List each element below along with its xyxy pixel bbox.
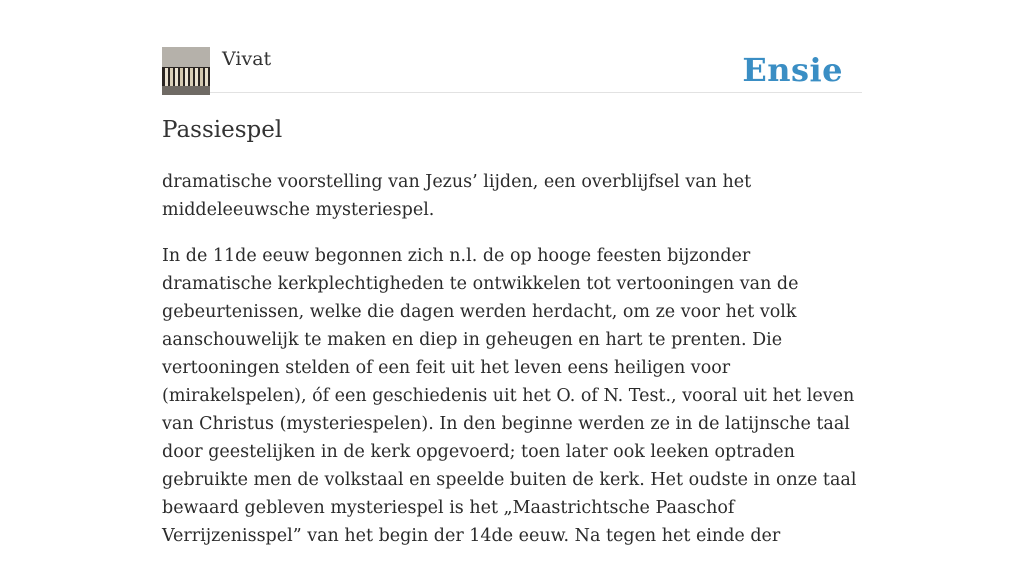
header — [162, 46, 862, 93]
page — [162, 0, 862, 546]
body-paragraph: In de 11de eeuw begonnen zich n.l. de op hooge feesten bijzonder dramatische kerkplechtigheden te ontwikkelen tot vertooningen van de gebeurtenissen, welke die dagen werden herdacht, om ze voor het volk aanschouwelijk te maken en diep in geheugen en hart te prenten. Die vertooningen stelden of een feit uit het leven eens heiligen voor (mirakelspelen), óf een geschiedenis uit het O. of N. Test., vooral uit het leven van Christus (mysteriespelen). In den beginne werden ze in de latijnsche taal door geestelijken in de kerk opgevoerd; toen later ook leeken optraden gebruikte men de volkstaal en speelde buiten de kerk. Het oudste in onze taal bewaard gebleven mysteriespel is het „Maastrichtsche Paaschof Verrijzenisspel” van het begin der 14de eeuw. Na tegen het einde der — [162, 246, 857, 546]
brand-logo[interactable]: Ensie — [742, 51, 843, 89]
author-name[interactable]: Vivat — [222, 48, 272, 70]
books-avatar-icon — [162, 47, 210, 95]
page-title: Passiespel — [162, 117, 283, 143]
author-avatar[interactable] — [162, 47, 210, 95]
article-body — [162, 168, 862, 568]
definition-paragraph: dramatische voorstelling van Jezus’ lijden, een overblijfsel van het middeleeuwsche mysteriespel. — [162, 172, 752, 220]
